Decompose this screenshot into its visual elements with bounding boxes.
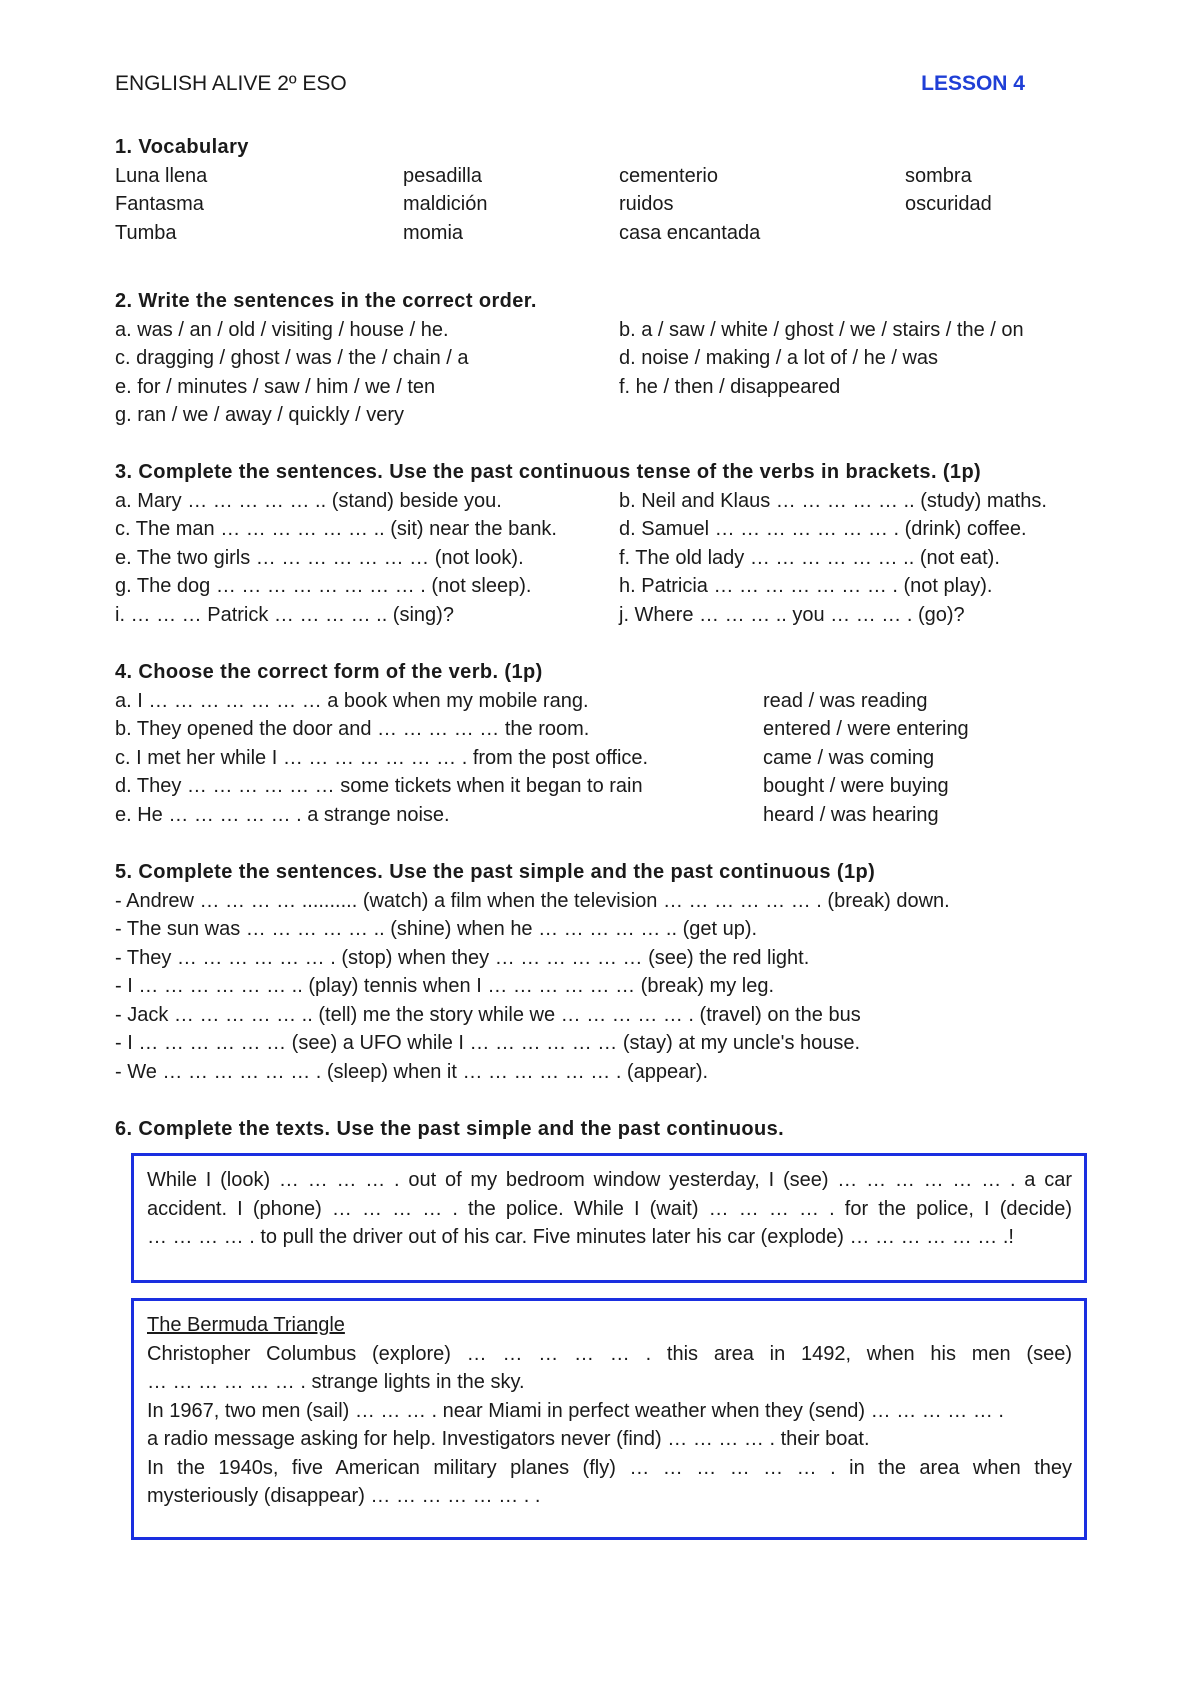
exercise-row [115,801,1075,830]
exercise-item: d. They … … … … … … some tickets when it began to rain [115,775,643,797]
exercise-row [115,687,1075,716]
vocab-word: casa encantada [619,221,761,244]
exercise-item: - Andrew … … … … .......... (watch) a film when the television … … … … … … . (break) down. [115,889,950,912]
exercise-row [115,772,1075,801]
section-vocabulary [115,133,1035,247]
text-line: … … … … . to pull the driver out of his car. Five minutes later his car (explode) … … … … … … .! [147,1226,1014,1248]
vocab-row [115,162,1035,191]
exercise-row [115,515,1075,544]
vocab-word: maldición [403,193,488,215]
exercise-row [115,344,1075,373]
exercise-item: g. ran / we / away / quickly / very [115,404,404,426]
section-past-simple-continuous [115,858,1075,1086]
section-heading: 4. Choose the correct form of the verb. (1p) [115,661,543,683]
exercise-item: b. a / saw / white / ghost / we / stairs / the / on [619,318,1024,341]
verb-options: heard / was hearing [763,803,939,826]
text-line: mysteriously (disappear) … … … … … … . . [147,1485,541,1507]
section-heading: 3. Complete the sentences. Use the past continuous tense of the verbs in brackets. (1p) [115,461,982,483]
section-word-order [115,287,1075,430]
section-verb-choice [115,658,1075,829]
text-line: … … … … … … . strange lights in the sky. [147,1371,525,1393]
exercise-item: i. … … … Patrick … … … … .. (sing)? [115,603,454,626]
exercise-row [115,373,1075,402]
text-line: In 1967, two men (sail) … … … . near Miami in perfect weather when they (send) … … … … … . [147,1399,1004,1422]
text-line: Christopher Columbus (explore) … … … … … . this area in 1492, when his men (see) [147,1342,1072,1365]
exercise-item: a. was / an / old / visiting / house / he. [115,318,449,341]
exercise-item: - The sun was … … … … … .. (shine) when he … … … … … .. (get up). [115,918,758,940]
exercise-item: - I … … … … … … .. (play) tennis when I … … … … … … (break) my leg. [115,975,775,997]
text-line: In the 1940s, five American military planes (fly) … … … … … … . in the area when they [147,1456,1072,1479]
page-header [115,72,1025,102]
vocab-word: oscuridad [905,193,992,215]
vocab-word: ruidos [619,193,674,215]
exercise-item: c. I met her while I … … … … … … … . from the post office. [115,746,649,769]
exercise-item: h. Patricia … … … … … … … . (not play). [619,575,993,597]
vocab-row [115,190,1035,219]
exercise-item: - They … … … … … … . (stop) when they … … … … … … (see) the red light. [115,946,810,969]
exercise-item: e. The two girls … … … … … … … (not look). [115,546,524,569]
exercise-item: d. Samuel … … … … … … … . (drink) coffee. [619,518,1027,540]
exercise-row [115,487,1075,516]
vocab-word: pesadilla [403,164,482,187]
exercise-item: f. The old lady … … … … … … .. (not eat). [619,546,1000,569]
section-complete-texts [115,1115,1075,1144]
text-line: While I (look) … … … … . out of my bedroom window yesterday, I (see) … … … … … … . a car [147,1169,1072,1191]
section-past-continuous [115,458,1075,629]
text-title: The Bermuda Triangle [147,1314,345,1336]
section-heading: 6. Complete the texts. Use the past simple and the past continuous. [115,1118,785,1140]
exercise-item: c. The man … … … … … … .. (sit) near the bank. [115,518,557,540]
vocab-word: cementerio [619,164,718,187]
exercise-item: f. he / then / disappeared [619,375,841,398]
exercise-item: e. He … … … … … . a strange noise. [115,803,450,826]
exercise-row [115,572,1075,601]
exercise-item: b. They opened the door and … … … … … the room. [115,718,590,740]
exercise-item: d. noise / making / a lot of / he / was [619,347,939,369]
vocab-word: sombra [905,164,972,187]
lesson-number: LESSON 4 [921,72,1025,95]
exercise-row [115,601,1075,630]
exercise-item: e. for / minutes / saw / him / we / ten [115,375,436,398]
vocab-row [115,219,1035,248]
exercise-item: a. I … … … … … … … a book when my mobile rang. [115,689,589,712]
exercise-row [115,544,1075,573]
exercise-row [115,316,1075,345]
section-heading: 5. Complete the sentences. Use the past simple and the past continuous (1p) [115,861,876,883]
verb-options: entered / were entering [763,718,969,740]
exercise-item: j. Where … … … .. you … … … . (go)? [619,603,965,626]
exercise-row [115,744,1075,773]
exercise-item: c. dragging / ghost / was / the / chain / a [115,347,469,369]
exercise-row [115,401,1075,430]
exercise-item: a. Mary … … … … … .. (stand) beside you. [115,489,502,512]
section-heading: 1. Vocabulary [115,136,249,158]
text-box-accident [131,1153,1087,1283]
vocab-word: Tumba [115,221,177,244]
exercise-item: b. Neil and Klaus … … … … … .. (study) maths. [619,489,1047,512]
verb-options: bought / were buying [763,775,949,797]
exercise-item: - We … … … … … … . (sleep) when it … … … … … … . (appear). [115,1060,709,1083]
vocab-word: momia [403,221,464,244]
verb-options: read / was reading [763,689,928,712]
text-box-bermuda-triangle [131,1298,1087,1540]
worksheet-title: ENGLISH ALIVE 2º ESO [115,72,347,95]
text-line: accident. I (phone) … … … … . the police. While I (wait) … … … … . for the police, I (decide) [147,1197,1072,1220]
section-heading: 2. Write the sentences in the correct order. [115,290,537,312]
exercise-item: - I … … … … … … (see) a UFO while I … … … … … … (stay) at my uncle's house. [115,1032,861,1054]
verb-options: came / was coming [763,746,935,769]
exercise-item: g. The dog … … … … … … … … . (not sleep). [115,575,532,597]
text-line: a radio message asking for help. Investigators never (find) … … … … . their boat. [147,1428,870,1450]
vocab-word: Fantasma [115,193,204,215]
exercise-row [115,715,1075,744]
exercise-item: - Jack … … … … … .. (tell) me the story while we … … … … … . (travel) on the bus [115,1003,861,1026]
vocab-word: Luna llena [115,164,208,187]
